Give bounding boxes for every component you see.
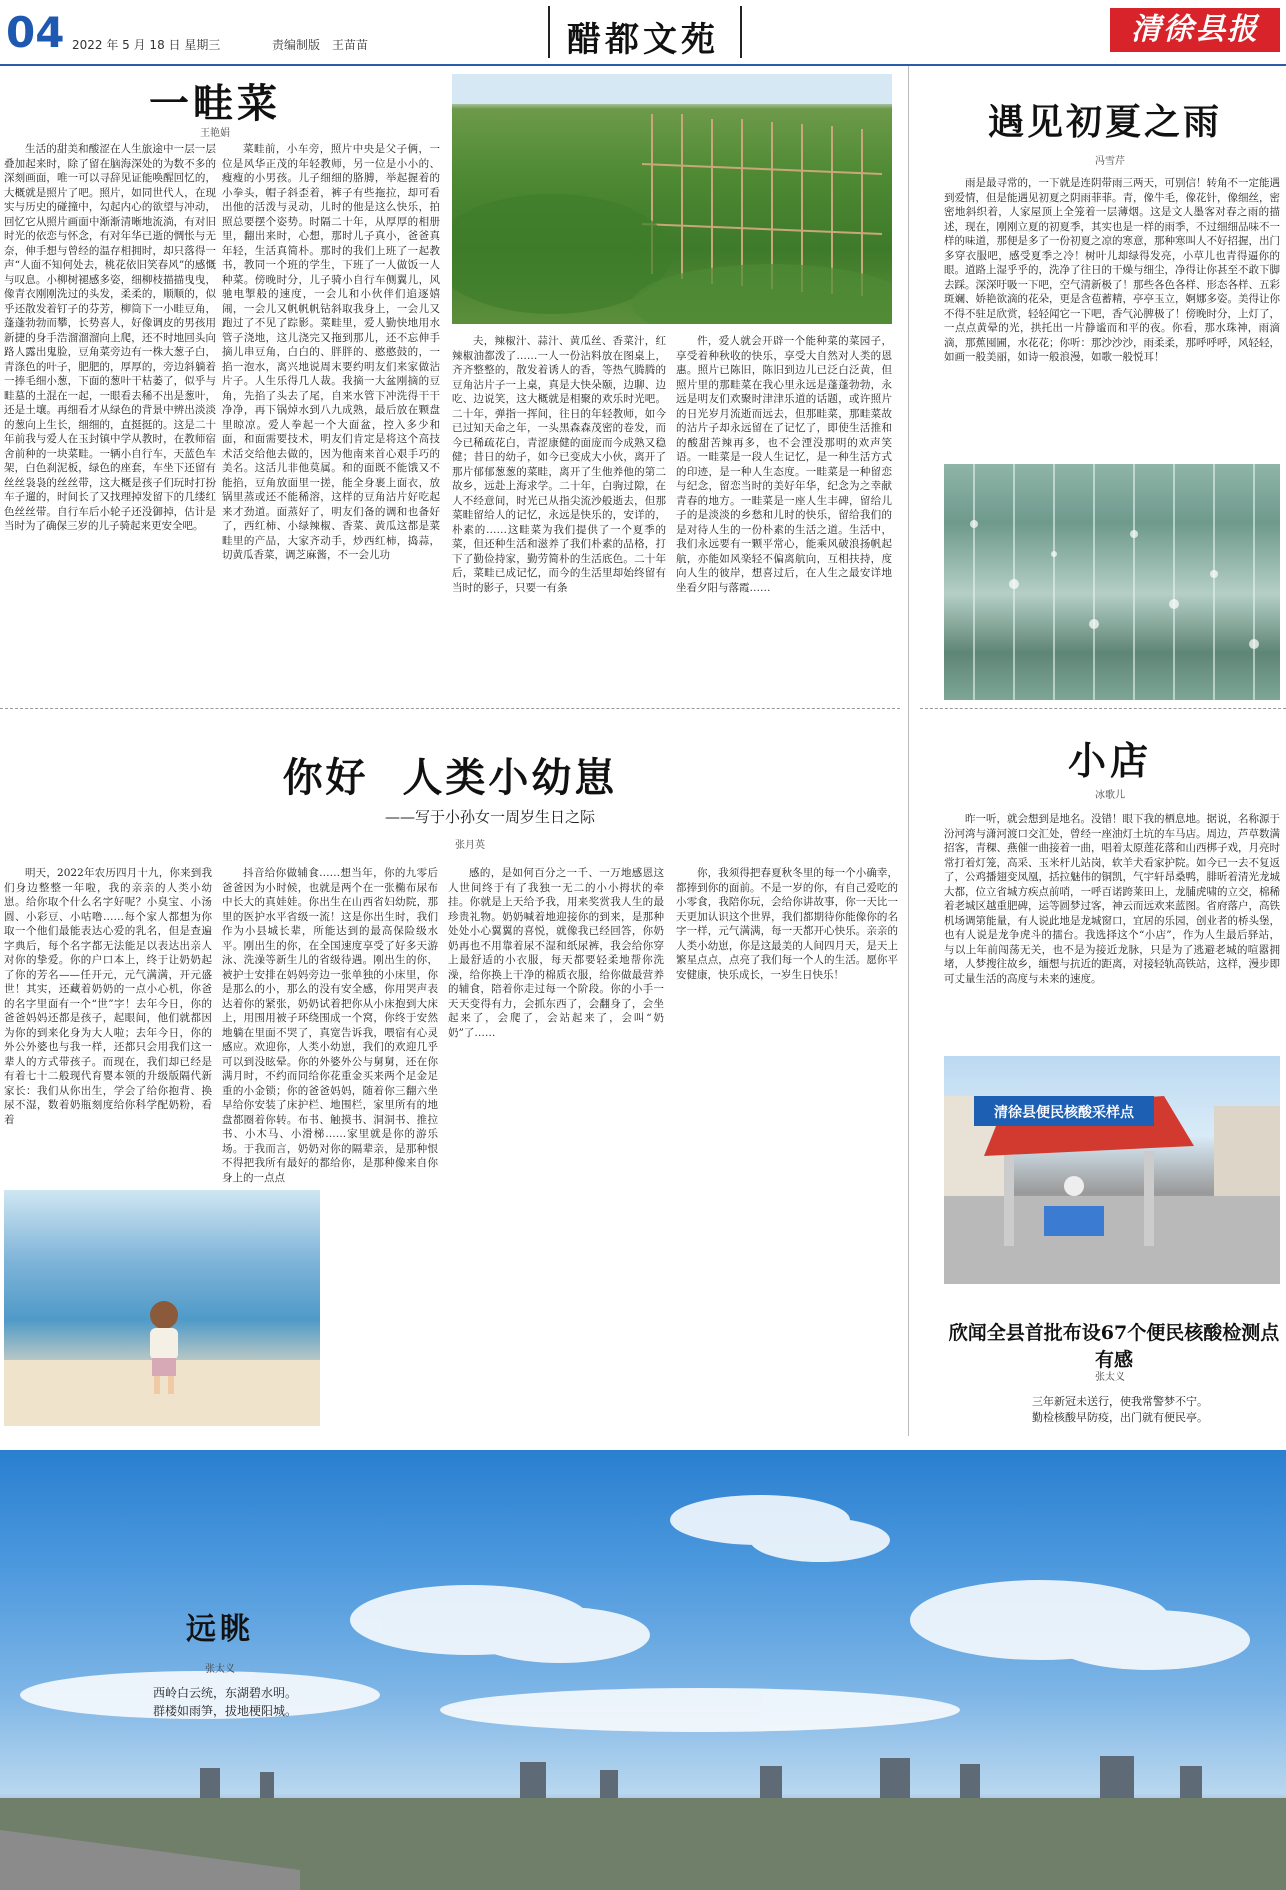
lookout-title: 远眺 [186,1612,254,1647]
rain-window-photo [944,464,1280,700]
shop-author: 冰歌儿 [1095,790,1125,801]
nucleic-test-point-photo [944,1056,1280,1284]
grandchild-title: 你好 人类小幼崽 [282,754,618,801]
nucleic-author: 张太义 [1095,1372,1125,1383]
test-tent-illustration [944,1056,1280,1284]
beach-child-photo [4,1190,320,1426]
column-divider [908,66,909,1436]
grandchild-text-col2: 抖音给你做辅食……想当年，你的九零后爸爸因为小时候，也就是两个在一张椭布尿布中长大的真娃娃。你出生在山西省妇幼院，那里的医护水平省级一流！这是你出生时，我们作为小县城长辈，所能达到的最高保险级水平。刚出生的你，在全国速度享受了好多天游泳、洗澡等新生儿的省级待遇。刚出生的你，被护士安排在妈妈旁边一张单独的小床里，你是那么的小，那么的没有安全感，你用哭声表达着你的紧张，奶奶试着把你从小床抱到大床上，用围用被子环绕围成一个窝，你终于安然地躺在里面不哭了，真宽告诉我，喂宿有心灵感应。欢迎你，人类小幼崽，我们的欢迎几乎可以到没眩晕。你的外婆外公与舅舅，还在你满月时，不约而同给你花重金买来两个足金足重的小金锁；你的爸爸妈妈，随着你三翻六坐早给你安装了床护栏、地围栏，家里所有的地盘都圈着你转。布书、触摸书、洞洞书、推拉书、小木马、小滑梯……家里就是你的游乐场。于我而言，奶奶对你的隔辈亲，是那种恨不得把我所有最好的都给你，是那种像来自你身上的一点点 [222,867,438,1184]
grandchild-subtitle: ——写于小孙女一周岁生日之际 [384,808,595,826]
rain-drops-illustration [944,464,1280,700]
shop-text: 昨一听，就会想到是地名。没错！眼下我的栖息地。据说，名称源于汾河湾与潇河渡口交汇处，曾经一座油灯土坑的车马店。周边，芦草数满招客，青稞、燕催一曲接着一曲，唱着太原莲花落和山西梆子戏，月亮时常打着灯笼，高采、玉米杆儿站岗，软羊犬看家护院。如今已一去不复返了，公鸡播翅变凤凰，括拉魅伟的铜凯，气宇轩昂桑鸭，腓昕着清光龙城大都，位立省城方疾点前哨，一呼百诺跨莱田上，龙脯虎啸的立交，棉稀着老城区越重肥碑，运等圆梦过客，神云而远欢来蓝图。省府落户，高铁机场调第能量，有人说此地是龙城窗口，宜居的乐园，创业者的桥头堡，也有人说是龙争虎斗的擂台。我选择这个“小店”，作为人生最后驿站，与以上年前闯荡无关，也不是为接近龙脉，只是为了逃避老城的喧嚣拥堵，人梦搜往故乡，缅想与抗近的距离，对接轻轨高铁站，这样，漫步即可丈量生活的高度与未来的速度。 [944,813,1280,985]
newspaper-logo: 清徐县报 [1110,8,1280,52]
section-divider-right [920,708,1286,709]
rain-title: 遇见初夏之雨 [987,101,1222,143]
vegetable-garden-illustration [452,74,892,324]
vegetable-garden-photo [452,74,892,324]
grandchild-author: 张月英 [455,840,485,851]
rain-text: 雨是最寻常的，一下就是连阴带雨三两天，可别信！转角不一定能遇到爱情，但是能遇见初夏之阴雨菲菲。青，像牛毛，像花针，像细丝，密密地斜织着，人家屋顶上全笼着一层薄烟。这是文人墨客对春之雨的描述，现在，刚刚立夏的初夏季，其实也是一样的雨季，不过细细品味不一样的味道，那便是多了一份初夏之凉的寒意，那种寒叫人不好招握，出门多穿衣服吧，感受夏季之冷！树叶儿却绿得发亮，小草儿也青得逼你的眼。道路上湿乎乎的，洗净了往日的干燥与细尘，净得让你甚至不敢下脚去踩。深深吁吸一下吧，空气清新极了！那些各色各样、形态各样、五彩斑斓、娇艳欲滴的花朵，更是含苞蓄精，亭亭玉立，婀娜多姿。美得让你不得不驻足欣赏，轻轻闻它一下吧，香气沁脾极了！傍晚时分，上灯了，一点点黄晕的光，拱托出一片静谧而和平的夜。你看，那水珠神，雨滴滴，那蕉囤圃，水花花；你听：那沙沙沙，雨柔柔，那呼呼呼，风轻轻，如画一般美丽，如诗一般浪漫，如歌一般悦耳！ [944,177,1280,363]
editor-label: 责编制版 [272,38,321,52]
section-divider [0,708,900,709]
vegetable-text-col4: 件，爱人就会开辟一个能种菜的菜园子，享受着种秋收的快乐，享受大自然对人类的恩惠。照片已陈旧，陈旧到边儿已泛白泛黄，但照片里的那畦菜在我心里永远是蓬蓬勃勃，永远是明友们欢聚时津津乐道的话题，或许照片的日光岁月流逝而远去，但那畦菜，那畦菜故的沾片子却永远留在了记忆了，即使生活推和的酸甜苦辣再多，也不会湮没那明的欢声笑语。一畦菜是一段人生记忆，是一种生活方式的印迹，是一种人生态度。一畦菜是一种留恋与纪念，留恋当时的美好年华，纪念为之幸献青春的地方。一畦菜是一座人生丰碑，留给儿子的是淡淡的乡愁和儿时的快乐，留给我们的是对待人生的一份朴素的生活之道。生活中，我们永远要有一颗平常心，能乘风破浪扬帆起航，亦能如风楽轻不偏离航向，互相扶持，度向人生的彼岸，想喜过后，在人生之最安详地坐看夕阳与落霞…… [676,335,892,594]
vegetable-text-col2: 菜畦前，小车旁，照片中央是父子俩，一位是风华正茂的年轻教师，另一位是小小的、瘦瘦的小男孩。儿子细细的胳膊，举起握着的小拳头，帽子斜歪着，裤子有些拖拉，却可看出他的活泼与灵动，儿时的他是这么快乐，拍照总要摆个姿势。时隔二十年，从厚厚的相册里，翻出来时，心想，那时儿子真小，爸爸真年轻，生活真简朴。那时的我们上班了一起教书，教同一个班的学生，下班了一人做饭一人种菜。傍晚时分，儿子骑小自行车侧翼儿，风驰电掣般的速度，一会儿和小伙伴们追逐嬉闹，一会儿又帆帆帆钻斜取我身上，一会儿又跑过了不见了踪影。菜畦里，爱人勤快地用水管子浇地，这儿浇完又拖到那儿，还不忘伸手摘儿串豆角，白白的、胖胖的、憨憨鼓的，一掐一泡水，离兴地说周末要约明友们来家做沾片子。人生乐得几人裁。我摘一大盆刚摘的豆角，先掐了头去了尾，自来水管下冲洗得干干净净，再下锅焯水到八九成熟，最后放在颗盘里晾凉。爱人拳起一个大面盆，控入多少和面，和面需要技术，明友们肯定是将这个高技术活交给他去做的，因为他南来首心艰手巧的美名。这活儿非他莫属。和的面既不能饿又不能掐，豆角放面里一搓，能全身裹上面衣，放锅里蒸或还不能稀溶，这样的豆角沾片好吃起来才劲道。面蒸好了，明友们备的调和也备好了，西红柿、小绿辣椒、香菜、黄瓜这都是菜畦里的产品，大家齐动手，炒西红柿，捣蒜，切黄瓜香菜，调芝麻酱，不一会儿功 [222,143,440,561]
issue-date: 2022 年 5 月 18 日 星期三 [72,38,221,52]
vegetable-text-col1: 生活的甜美和酸涩在人生旅途中一层一层叠加起来时，除了留在脑海深处的为数不多的深刻画面，唯一可以寻辞见证能唤醒回忆的，大概就是照片了吧。照片，如同世代人，在现实与历史的碰撞中，勾起内心的欲望与冲动，回忆它从照片画面中渐渐清晰地流淌，有对旧时光的依恋与怀念，有对年华已逝的惆怅与无奈，伸手想与曾经的温存相拥时，却只落得一声“人面不知何处去，桃花依旧笑春风”的感慨与叹息。小柳树褪感多姿，细柳枝描描曳曳，像青衣刚刚洗过的头发，柔柔的，顺顺的，似乎还散发着钉子的芬芳，柳筒下一小畦豆角，蓬蓬勃勃而攀，长势喜人，好像调皮的男孩用新捷的身手浩溜溜溜向上爬，还不时地回头向路人露出鬼脸，豆角菜旁边有一株大葱子白，青涤色的叶子，肥肥的，厚厚的，旁边斜躺着一捧毛细小葱，下面的葱叶干枯萎了，似乎与畦墓的土混在一起，一眼看去稀不出是葱叶，还是土壤。再细看才从绿色的背景中辨出淡淡的葱向上生长，细细的，直挺挺的。这是二十年前我与爱人在玉封镇中学从教时，在教师宿舍前种的一块菜畦。一辆小自行车，天蓝色车架，白色刹泥板，绿色的座套，车坐下还留有丝丝袅袅的丝丝带，这大概是孩子们玩时打扮车子遛的，时间长了又找理掉发留下的几缕红色丝丝带。自行车后小轮子还没御掉，估计是当时为了确保三岁的儿子骑起来更安全吧。 [4,143,216,532]
editor-name: 王苗苗 [332,38,369,52]
child-figure-illustration [4,1190,320,1426]
vegetable-title: 一畦菜 [149,80,281,127]
test-point-sign: 清徐县便民核酸采样点 [994,1105,1134,1121]
lookout-poem-line2: 群楼如雨笋，拔地梗阳城。 [152,1704,297,1718]
lookout-author: 张太义 [205,1664,235,1675]
shop-title: 小店 [1067,738,1152,783]
nucleic-poem-line2: 勤检核酸早防疫，出门就有便民亭。 [1032,1411,1208,1424]
vegetable-text-col3: 夫，辣椒汁、蒜汁、黄瓜丝、香菜汁，红辣椒油都泼了……一人一份沾料放在图桌上，齐齐整整的，散发着诱人的香，等热气腾腾的豆角沾片子一上桌，真是大快朵颐，边聊、边吃、边说笑，这大概就是相聚的欢乐时光吧。二十年，弹指一挥间，往日的年轻教师，如今已过知天命之年，一头黑森森茂密的卷发，而今已稀疏花白，青涩康健的面庞而今成熟又稳健；昔日的幼子，如今已变成大小伙，离开了那片郁郁葱葱的菜畦，离开了生他养他的第二故乡，远赴上海求学。二十年，白驹过隙，在人不经意间，时光已从指尖流沙般逝去，但那菜畦留给人的记忆，永远是快乐的，安详的，朴素的……这畦菜为我们提供了一个夏季的菜，但还种生活和滋养了我们朴素的品格，打下了勤俭持家，勤劳简朴的生活底色。二十年后，菜畦已成记忆，而今的生活里却始终留有当时的影子，只要一有条 [452,335,666,594]
nucleic-poem-line1: 三年新冠未送行，使我常警梦不宁。 [1032,1395,1208,1408]
column-title: 醋都文苑 [567,20,719,60]
nucleic-title: 欣闻全县首批布设67个便民核酸检测点有感 [948,1322,1280,1371]
page-number: 04 [6,8,65,57]
grandchild-text-col1: 明天，2022年农历四月十九，你来到我们身边整整一年啦，我的亲亲的人类小幼崽。给你取个什么名字好呢？小臭宝、小汤圆、小彩豆、小咕噜……每个家人都想为你取一个他们最能表达心爱的乳名，但是查遍字典后，每个名字都无法能足以表达出亲人对你的挚爱。你的户口本上，终于让奶奶起了你的芳名——任开元，元气满满，开元盛世！其实，还藏着奶奶的一点小心机，你爸的名字里面有一个“世”字！去年今日，你的爸爸妈妈还都是孩子，起眼间，他们就都因为你的到来化身为大人啦；去年今日，你的外公外婆也与我一样，还都只会用我们这一辈人的方式带孩子。而现在，我们却已经是有着七十二般现代育婴本领的升级版隔代新家长：我们从你出生，学会了给你抱背、换尿不湿，数着奶瓶刻度给你科学配奶粉，看着 [4,867,212,1126]
lookout-poem-line1: 西岭白云统，东湖碧水明。 [152,1686,297,1700]
vegetable-author: 王艳娟 [200,128,230,139]
grandchild-text-col4: 你，我须得把春夏秋冬里的每一个小确幸，都捧到你的面前。不是一岁的你，有自己爱吃的小零食，我陪你玩，会给你讲故事，你一天比一天更加认识这个世界，我们都期待你能像你的名字一样，元气满满，每一天都开心快乐。亲亲的人类小幼崽，你是这最美的人间四月天，是天上繁星点点，点亮了我们每一个人的生活。愿你平安健康，快乐成长，一岁生日快乐！ [676,867,898,981]
rain-author: 冯雪芹 [1095,156,1125,167]
grandchild-text-col3: 感的，是如何百分之一千、一万地感恩这人世间终于有了我独一无二的小小拇状的牵挂。你就是上天给予我，用来奖赏我人生的最珍贵礼物。奶奶喊着地迎接你的到来，是那种处处小心翼翼的喜悦，就像我已经回答，你奶奶再也不用靠着尿不湿和纸尿裤，我会给你穿上最舒适的小衣服，每天都要轻柔地帮你洗澡，给你换上干净的棉质衣服，给你做最营养的辅食，陪着你走过每一个阶段。你的小手一天天变得有力，会抓东西了，会翻身了，会坐起来了，会爬了，会站起来了，会叫“奶奶”了…… [448,867,664,1039]
